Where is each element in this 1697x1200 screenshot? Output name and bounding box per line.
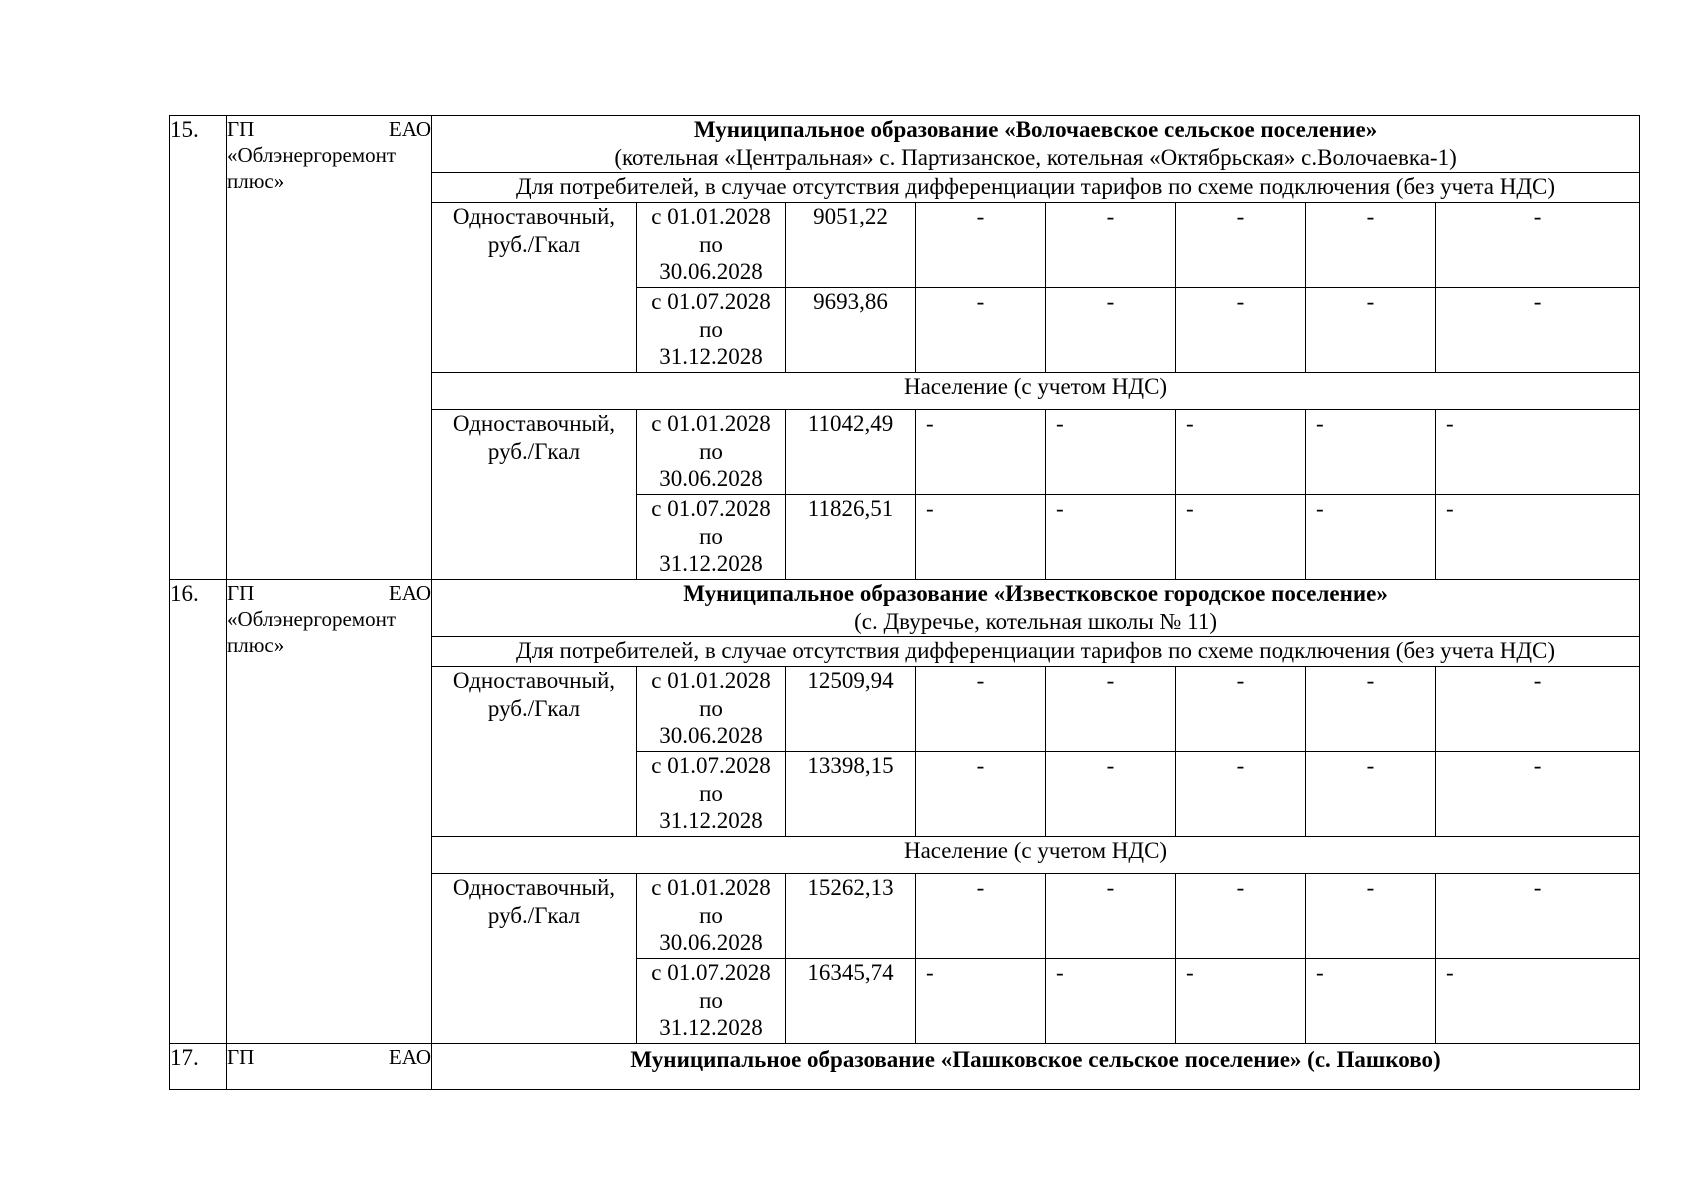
empty-value: - bbox=[1436, 667, 1640, 752]
org-word: ЕАО bbox=[388, 117, 431, 141]
category-heading: Население (с учетом НДС) bbox=[432, 373, 1640, 410]
empty-value: - bbox=[916, 410, 1046, 495]
category-heading: Для потребителей, в случае отсутствия дифференциации тарифов по схеме подключения (без учета НДС) bbox=[432, 173, 1640, 203]
org-word: ЕАО bbox=[388, 581, 431, 605]
entry-number: 15. bbox=[170, 116, 227, 580]
period-start: с 01.07.2028 bbox=[651, 496, 771, 521]
empty-value: - bbox=[1176, 874, 1306, 959]
empty-value: - bbox=[1046, 203, 1176, 288]
empty-value: - bbox=[916, 874, 1046, 959]
tariff-value: 11826,51 bbox=[786, 495, 916, 580]
municipality-header bbox=[432, 116, 1640, 173]
municipality-title: Муниципальное образование «Волочаевское сельское поселение» bbox=[693, 117, 1378, 142]
period-start: с 01.07.2028 bbox=[651, 753, 771, 778]
rate-unit-label: руб./Гкал bbox=[487, 696, 581, 721]
empty-value: - bbox=[1306, 410, 1436, 495]
period-start: с 01.01.2028 bbox=[651, 668, 771, 693]
empty-value: - bbox=[1436, 752, 1640, 837]
organization-cell bbox=[227, 116, 432, 580]
org-line: плюс» bbox=[227, 169, 285, 193]
empty-value: - bbox=[1176, 288, 1306, 373]
period-to: по bbox=[699, 987, 723, 1013]
empty-value: - bbox=[1176, 959, 1306, 1044]
period-to: по bbox=[699, 523, 723, 549]
empty-value: - bbox=[1176, 410, 1306, 495]
empty-value: - bbox=[1046, 495, 1176, 580]
period-end: 30.06.2028 bbox=[659, 723, 763, 748]
period-cell bbox=[637, 288, 786, 373]
period-cell bbox=[637, 959, 786, 1044]
rate-unit-label: руб./Гкал bbox=[487, 439, 581, 464]
period-cell bbox=[637, 203, 786, 288]
empty-value: - bbox=[1306, 495, 1436, 580]
org-word: ЕАО bbox=[388, 1045, 431, 1069]
period-to: по bbox=[699, 695, 723, 721]
empty-value: - bbox=[1046, 667, 1176, 752]
period-end: 31.12.2028 bbox=[659, 1015, 763, 1040]
period-end: 31.12.2028 bbox=[659, 551, 763, 576]
entry-number: 17. bbox=[170, 1044, 227, 1090]
period-cell bbox=[637, 410, 786, 495]
empty-value: - bbox=[1436, 203, 1640, 288]
rate-type-cell bbox=[432, 203, 637, 373]
tariff-value: 9693,86 bbox=[786, 288, 916, 373]
period-to: по bbox=[699, 902, 723, 928]
empty-value: - bbox=[916, 752, 1046, 837]
period-to: по bbox=[699, 316, 723, 342]
tariff-value: 12509,94 bbox=[786, 667, 916, 752]
empty-value: - bbox=[1436, 288, 1640, 373]
table-row bbox=[170, 580, 1640, 637]
tariff-value: 15262,13 bbox=[786, 874, 916, 959]
rate-unit-label: руб./Гкал bbox=[487, 232, 581, 257]
empty-value: - bbox=[1046, 752, 1176, 837]
rate-type-label: Одноставочный, bbox=[452, 668, 616, 693]
tariff-value: 9051,22 bbox=[786, 203, 916, 288]
rate-type-label: Одноставочный, bbox=[452, 204, 616, 229]
period-start: с 01.07.2028 bbox=[651, 289, 771, 314]
empty-value: - bbox=[1176, 667, 1306, 752]
organization-cell bbox=[227, 580, 432, 1044]
period-to: по bbox=[699, 438, 723, 464]
category-heading: Для потребителей, в случае отсутствия дифференциации тарифов по схеме подключения (без учета НДС) bbox=[432, 637, 1640, 667]
empty-value: - bbox=[1306, 203, 1436, 288]
table-row bbox=[170, 1044, 1640, 1090]
municipality-subtitle: (с. Двуречье, котельная школы № 11) bbox=[854, 609, 1217, 634]
org-word: ГП bbox=[227, 117, 255, 141]
empty-value: - bbox=[1436, 959, 1640, 1044]
empty-value: - bbox=[1176, 495, 1306, 580]
period-start: с 01.07.2028 bbox=[651, 960, 771, 985]
period-start: с 01.01.2028 bbox=[651, 875, 771, 900]
empty-value: - bbox=[916, 667, 1046, 752]
period-end: 31.12.2028 bbox=[659, 808, 763, 833]
org-line: плюс» bbox=[227, 633, 285, 657]
empty-value: - bbox=[1436, 874, 1640, 959]
rate-type-label: Одноставочный, bbox=[452, 875, 616, 900]
empty-value: - bbox=[1436, 410, 1640, 495]
rate-unit-label: руб./Гкал bbox=[487, 903, 581, 928]
empty-value: - bbox=[916, 288, 1046, 373]
tariff-table bbox=[169, 115, 1640, 1090]
org-line: «Облэнергоремонт bbox=[227, 143, 396, 167]
empty-value: - bbox=[1306, 752, 1436, 837]
period-cell bbox=[637, 495, 786, 580]
rate-type-cell bbox=[432, 667, 637, 837]
period-cell bbox=[637, 874, 786, 959]
period-start: с 01.01.2028 bbox=[651, 204, 771, 229]
empty-value: - bbox=[916, 203, 1046, 288]
municipality-title: Муниципальное образование «Пашковское сельское поселение» (с. Пашково) bbox=[630, 1047, 1441, 1072]
empty-value: - bbox=[1046, 874, 1176, 959]
rate-type-cell bbox=[432, 410, 637, 580]
tariff-value: 11042,49 bbox=[786, 410, 916, 495]
period-end: 30.06.2028 bbox=[659, 466, 763, 491]
municipality-title: Муниципальное образование «Известковское городское поселение» bbox=[683, 581, 1388, 606]
period-to: по bbox=[699, 231, 723, 257]
empty-value: - bbox=[1046, 410, 1176, 495]
empty-value: - bbox=[1046, 959, 1176, 1044]
empty-value: - bbox=[1306, 874, 1436, 959]
period-to: по bbox=[699, 780, 723, 806]
period-cell bbox=[637, 667, 786, 752]
period-end: 30.06.2028 bbox=[659, 930, 763, 955]
org-line: «Облэнергоремонт bbox=[227, 607, 396, 631]
municipality-subtitle: (котельная «Центральная» с. Партизанское, котельная «Октябрьская» с.Волочаевка-1) bbox=[614, 145, 1457, 170]
empty-value: - bbox=[1046, 288, 1176, 373]
tariff-value: 16345,74 bbox=[786, 959, 916, 1044]
empty-value: - bbox=[1306, 667, 1436, 752]
municipality-header bbox=[432, 1044, 1640, 1090]
empty-value: - bbox=[916, 959, 1046, 1044]
period-end: 30.06.2028 bbox=[659, 259, 763, 284]
empty-value: - bbox=[1306, 959, 1436, 1044]
empty-value: - bbox=[916, 495, 1046, 580]
empty-value: - bbox=[1436, 495, 1640, 580]
municipality-header bbox=[432, 580, 1640, 637]
entry-number: 16. bbox=[170, 580, 227, 1044]
table-row bbox=[170, 116, 1640, 173]
category-heading: Население (с учетом НДС) bbox=[432, 837, 1640, 874]
period-cell bbox=[637, 752, 786, 837]
rate-type-label: Одноставочный, bbox=[452, 411, 616, 436]
empty-value: - bbox=[1176, 752, 1306, 837]
empty-value: - bbox=[1176, 203, 1306, 288]
rate-type-cell bbox=[432, 874, 637, 1044]
tariff-value: 13398,15 bbox=[786, 752, 916, 837]
period-start: с 01.01.2028 bbox=[651, 411, 771, 436]
period-end: 31.12.2028 bbox=[659, 344, 763, 369]
org-word: ГП bbox=[227, 1045, 255, 1069]
org-word: ГП bbox=[227, 581, 255, 605]
empty-value: - bbox=[1306, 288, 1436, 373]
organization-cell bbox=[227, 1044, 432, 1090]
